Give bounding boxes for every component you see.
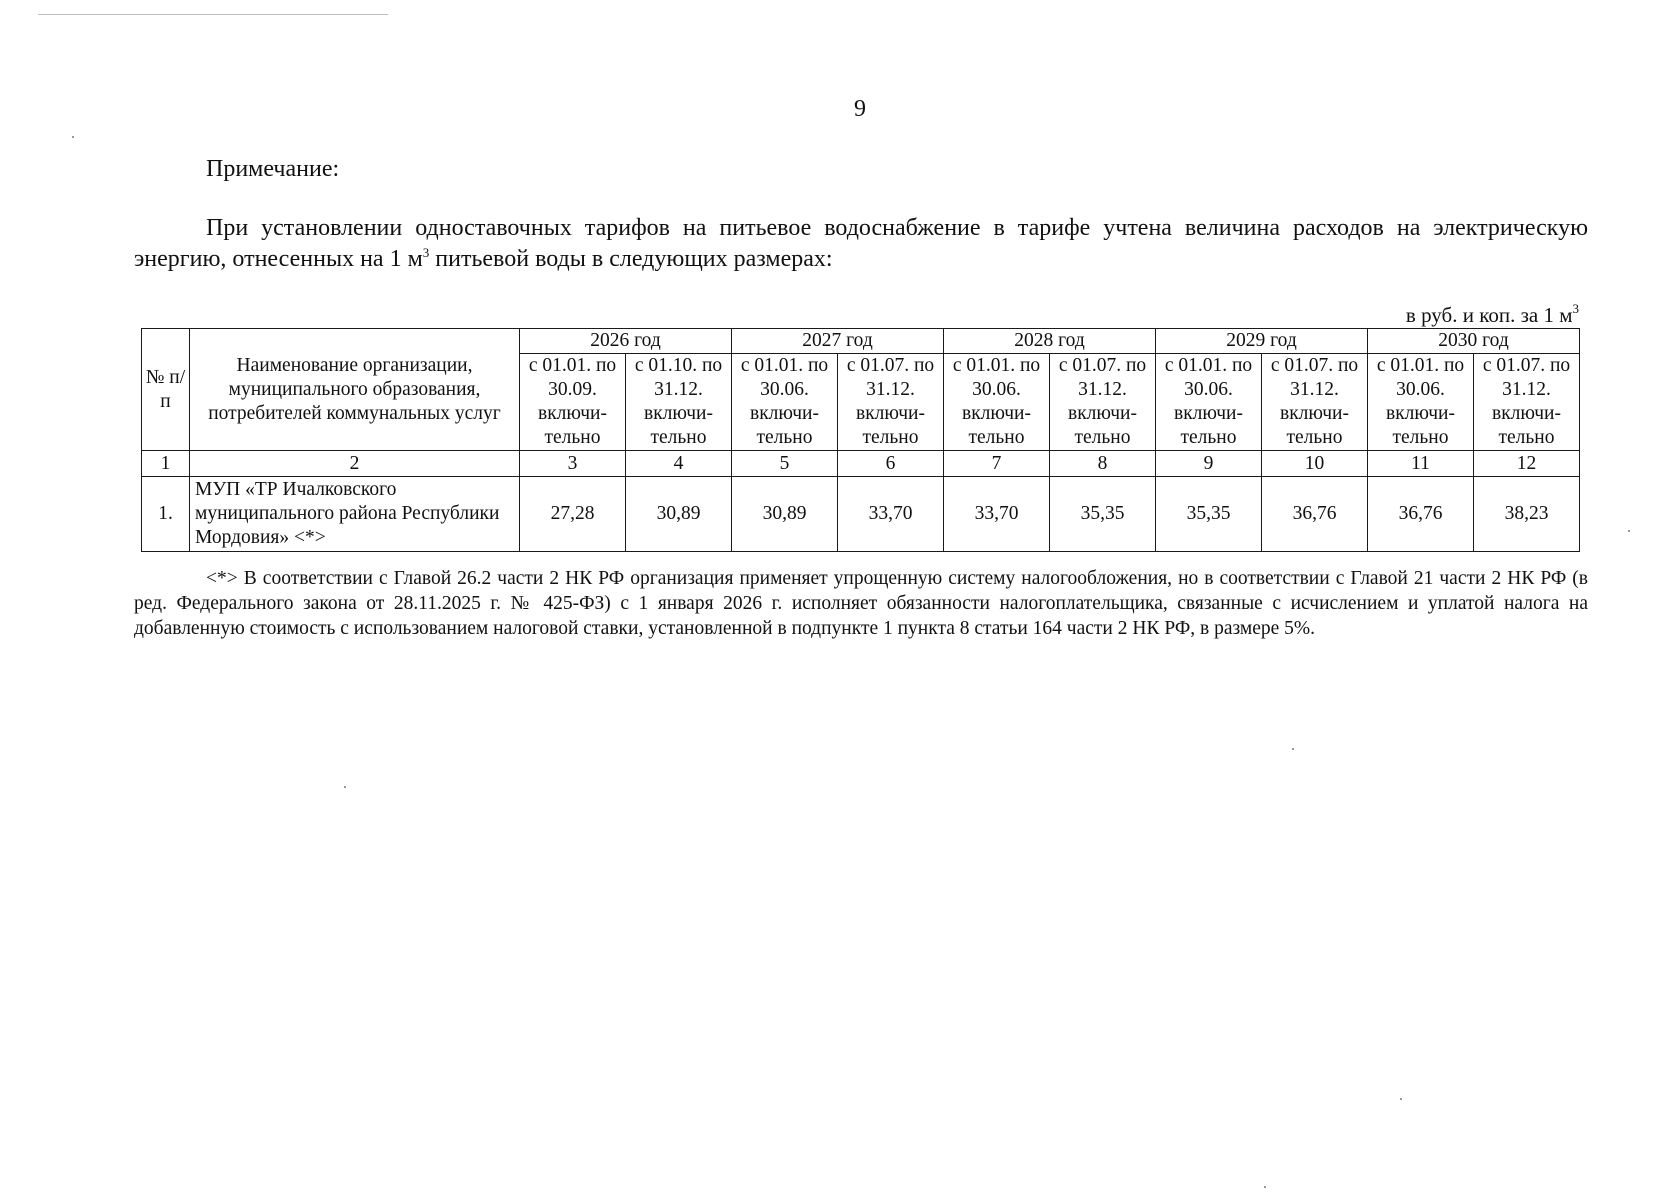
header-year-cell: 2028 год (944, 329, 1156, 354)
tariff-value-cell: 33,70 (944, 477, 1050, 552)
tariff-value-cell: 33,70 (838, 477, 944, 552)
header-year-cell: 2027 год (732, 329, 944, 354)
tariff-value-cell: 30,89 (732, 477, 838, 552)
header-period-cell: с 01.10. по 31.12. включи- тельно (626, 354, 732, 451)
header-period-cell: с 01.07. по 31.12. включи- тельно (1262, 354, 1368, 451)
units-caption (1406, 303, 1579, 328)
scan-speck (1628, 530, 1630, 532)
header-number-cell: № п/п (142, 329, 190, 451)
header-name-cell: Наименование организации, муниципального образования, потребителей коммунальных услуг (190, 329, 520, 451)
tariff-table (141, 328, 1580, 552)
header-period-cell: с 01.01. по 30.06. включи- тельно (1156, 354, 1262, 451)
header-year-cell: 2030 год (1368, 329, 1580, 354)
column-index-cell: 10 (1262, 451, 1368, 477)
page-number: 9 (854, 96, 866, 122)
tariff-value-cell: 36,76 (1262, 477, 1368, 552)
scan-speck (1400, 1098, 1402, 1100)
header-period-cell: с 01.01. по 30.06. включи- тельно (944, 354, 1050, 451)
column-index-cell: 5 (732, 451, 838, 477)
tariff-value-cell: 30,89 (626, 477, 732, 552)
header-period-cell: с 01.01. по 30.09. включи- тельно (520, 354, 626, 451)
tariff-value-cell: 38,23 (1474, 477, 1580, 552)
intro-paragraph (134, 213, 1588, 275)
header-period-cell: с 01.01. по 30.06. включи- тельно (732, 354, 838, 451)
note-title: Примечание: (206, 156, 340, 182)
column-index-cell: 9 (1156, 451, 1262, 477)
table-column-index-row (142, 451, 1580, 477)
column-index-cell: 11 (1368, 451, 1474, 477)
organization-name-cell: МУП «ТР Ичалковского муниципального района Республики Мордовия» <*> (190, 477, 520, 552)
column-index-cell: 7 (944, 451, 1050, 477)
header-period-cell: с 01.07. по 31.12. включи- тельно (838, 354, 944, 451)
units-superscript: 3 (1572, 301, 1579, 316)
header-period-cell: с 01.07. по 31.12. включи- тельно (1050, 354, 1156, 451)
scan-speck (72, 136, 74, 138)
header-period-cell: с 01.07. по 31.12. включи- тельно (1474, 354, 1580, 451)
units-text: в руб. и коп. за 1 м (1405, 303, 1573, 327)
intro-superscript: 3 (422, 245, 430, 260)
column-index-cell: 8 (1050, 451, 1156, 477)
header-period-cell: с 01.01. по 30.06. включи- тельно (1368, 354, 1474, 451)
table-header-years-row (142, 329, 1580, 354)
intro-text-before: При установлении одноставочных тарифов на питьевое водоснабжение в тарифе учтена величина расходов на электрическую энергию, отнесенных на 1 м (134, 215, 1588, 272)
tariff-value-cell: 35,35 (1050, 477, 1156, 552)
scan-speck (344, 786, 346, 788)
footnote: <*> В соответствии с Главой 26.2 части 2 НК РФ организация применяет упрощенную систему налогообложения, но в соответствии с Главой 21 части 2 НК РФ (в ред. Федерального закона от 28.11.2025 г. № 425-ФЗ) с 1 января 2026 г. исполняет обязанности налогоплательщика, связанные с исчислением и уплатой налога на добавленную стоимость с использованием налоговой ставки, установленной в подпункте 1 пункта 8 статьи 164 части 2 НК РФ, в размере 5%. (134, 568, 1588, 639)
column-index-cell: 3 (520, 451, 626, 477)
header-year-cell: 2026 год (520, 329, 732, 354)
scan-speck (1292, 748, 1294, 750)
column-index-cell: 4 (626, 451, 732, 477)
tariff-value-cell: 27,28 (520, 477, 626, 552)
column-index-cell: 6 (838, 451, 944, 477)
column-index-cell: 2 (190, 451, 520, 477)
intro-text-after: питьевой воды в следующих размерах: (429, 246, 833, 272)
header-year-cell: 2029 год (1156, 329, 1368, 354)
scan-speck (1264, 1186, 1266, 1188)
tariff-value-cell: 36,76 (1368, 477, 1474, 552)
column-index-cell: 1 (142, 451, 190, 477)
table-row (142, 477, 1580, 552)
column-index-cell: 12 (1474, 451, 1580, 477)
scan-top-line (38, 14, 388, 15)
row-number-cell: 1. (142, 477, 190, 552)
tariff-value-cell: 35,35 (1156, 477, 1262, 552)
